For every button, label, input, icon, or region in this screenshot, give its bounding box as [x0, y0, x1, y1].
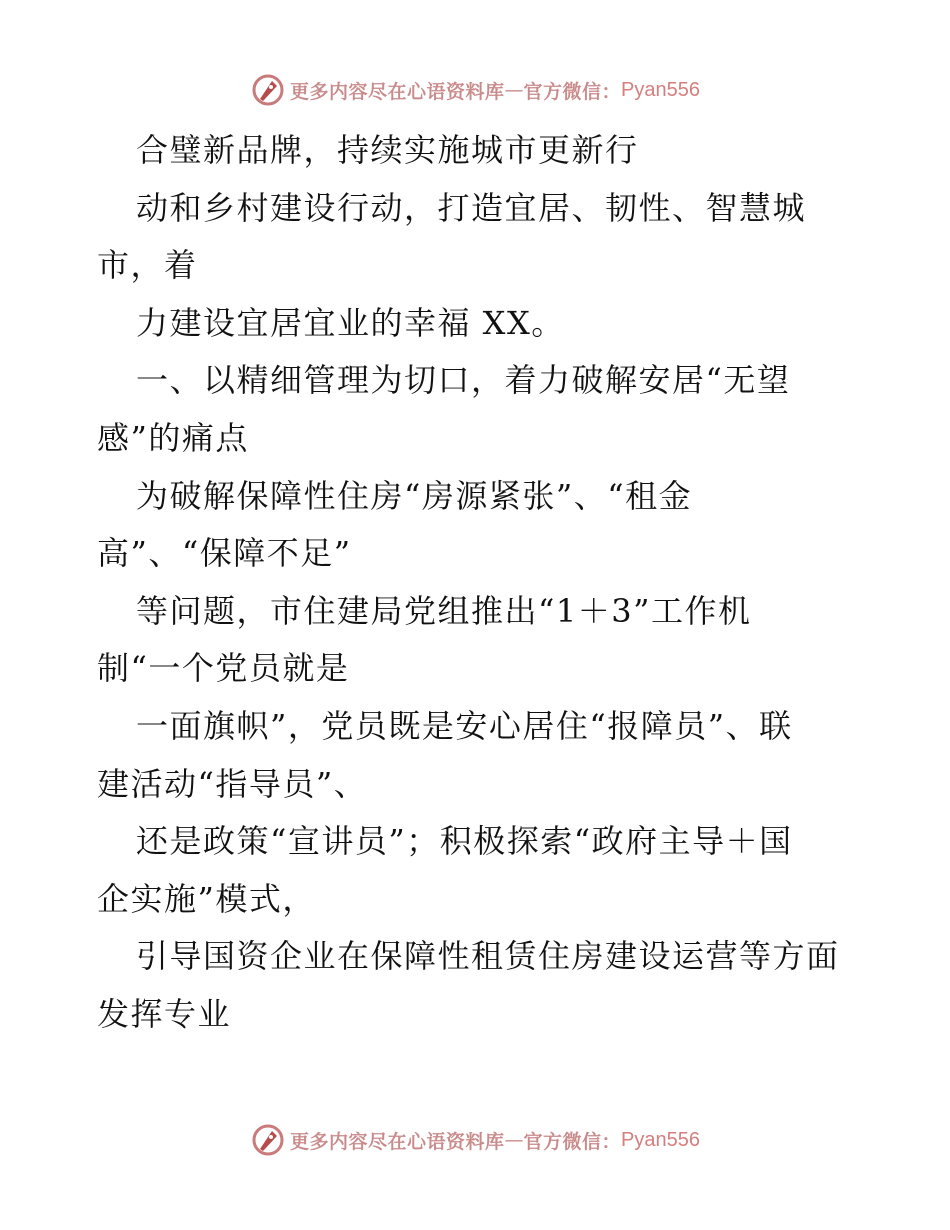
text-line: 建活动“指导员”、 [97, 764, 368, 803]
pen-nib-circle-icon [250, 72, 286, 108]
text-line: 动和乡村建设行动，打造宜居、韧性、智慧城 [136, 188, 807, 227]
watermark-account: Pyan556 [621, 78, 700, 101]
text-line: 一、以精细管理为切口，着力破解安居“无望 [136, 361, 791, 400]
text-line: 还是政策“宣讲员”；积极探索“政府主导＋国 [136, 822, 793, 861]
watermark-brand: 更多内容尽在心语资料库 [290, 80, 505, 103]
document-body [97, 122, 897, 1044]
text-line: 企实施”模式， [97, 879, 316, 918]
footer-watermark [0, 1120, 950, 1160]
pen-nib-circle-icon [250, 1122, 286, 1158]
text-line: 合璧新品牌，持续实施城市更新行 [136, 131, 639, 169]
watermark-separator: — [504, 79, 524, 101]
text-line: 感”的痛点 [97, 418, 249, 457]
text-line: 高”、“保障不足” [97, 534, 352, 573]
watermark-label: 官方微信： [523, 80, 622, 103]
text-line: 一面旗帜”，党员既是安心居住“报障员”、联 [136, 706, 793, 745]
header-watermark [0, 70, 950, 110]
text-line: 等问题，市住建局党组推出“1＋3”工作机 [136, 591, 752, 630]
watermark-account: Pyan556 [621, 1128, 700, 1151]
text-line: 制“一个党员就是 [97, 649, 350, 688]
text-line: 发挥专业 [97, 994, 232, 1033]
watermark-separator: — [504, 1129, 524, 1151]
watermark-brand: 更多内容尽在心语资料库 [290, 1130, 505, 1153]
watermark-label: 官方微信： [523, 1130, 622, 1153]
text-line: 引导国资企业在保障性租赁住房建设运营等方面 [136, 937, 840, 976]
text-line: 力建设宜居宜业的幸福 XX。 [136, 303, 565, 342]
text-line: 为破解保障性住房“房源紧张”、“租金 [136, 476, 693, 515]
text-line: 市，着 [97, 246, 198, 285]
